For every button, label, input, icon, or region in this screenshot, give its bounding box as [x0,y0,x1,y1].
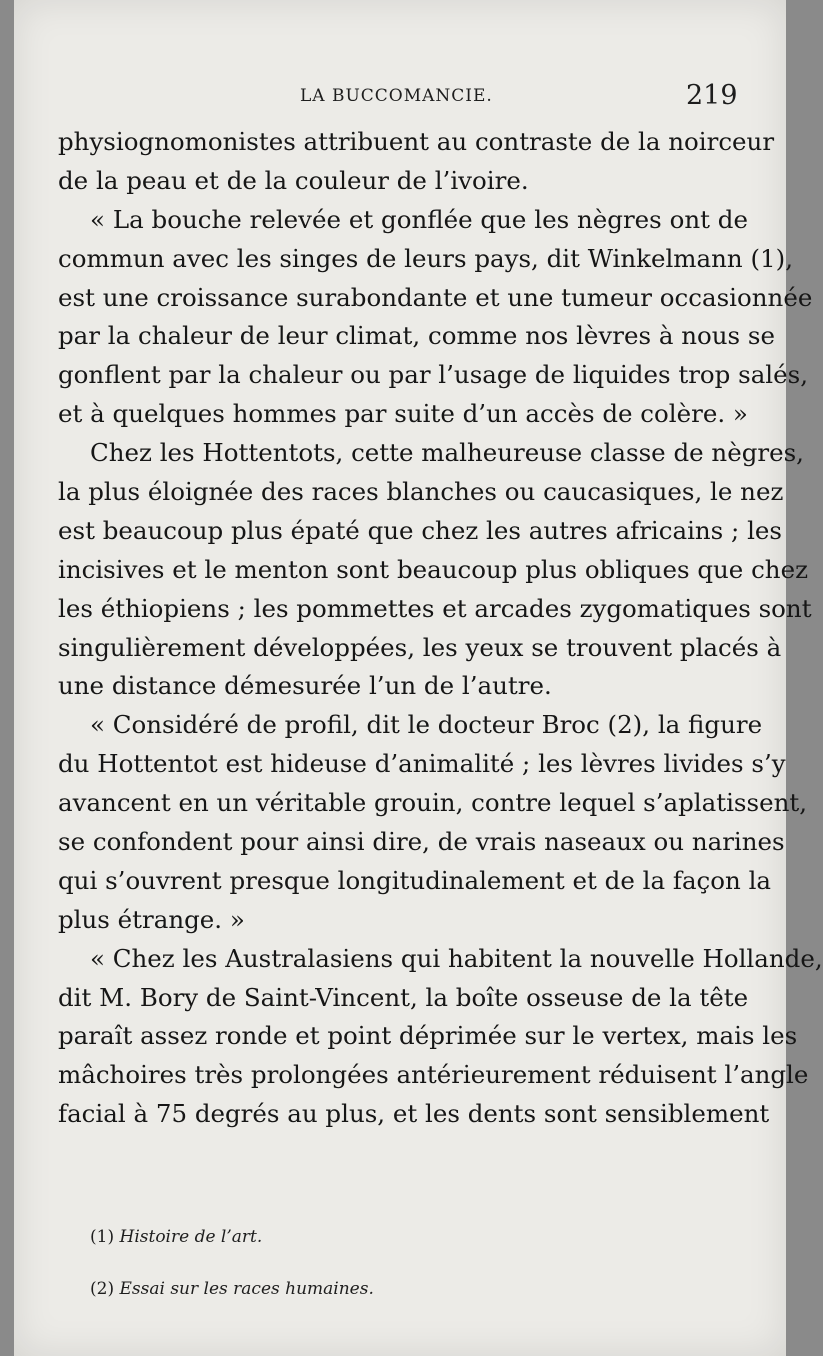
text-line: se confondent pour ainsi dire, de vrais naseaux ou narines [58,827,785,857]
text-line: et à quelques hommes par suite d’un accès de colère. » [58,399,748,429]
text-line: paraît assez ronde et point déprimée sur le vertex, mais les [58,1021,798,1051]
footnote-marker: (2) [90,1279,115,1299]
text-line: qui s’ouvrent presque longitudinalement et de la façon la [58,865,772,895]
page-number: 219 [686,80,738,111]
text-line: du Hottentot est hideuse d’animalité ; les lèvres livides s’y [58,749,786,779]
text-line: mâchoires très prolongées antérieurement réduisent l’angle [58,1060,809,1090]
footnote-title: Histoire de l’art. [119,1227,263,1247]
text-line: par la chaleur de leur climat, comme nos lèvres à nous se [58,321,775,351]
text-line: dit M. Bory de Saint-Vincent, la boîte osseuse de la tête [58,982,749,1012]
text-line: physiognomonistes attribuent au contraste de la noirceur [58,127,775,156]
text-line: une distance démesurée l’un de l’autre. [58,671,552,701]
text-line: commun avec les singes de leurs pays, dit Winkelmann (1), [58,243,793,273]
text-line: les éthiopiens ; les pommettes et arcades zygomatiques sont [58,593,812,623]
text-line: « La bouche relevée et gonflée que les nègres ont de [90,204,748,234]
footnotes [90,1222,730,1326]
text-line: facial à 75 degrés au plus, et les dents sont sensiblement [58,1099,770,1129]
text-line: avancent en un véritable grouin, contre lequel s’aplatissent, [58,788,807,818]
text-line: Chez les Hottentots, cette malheureuse classe de nègres, [90,438,804,468]
text-line: incisives et le menton sont beaucoup plus obliques que chez [58,554,808,584]
footnote-title: Essai sur les races humaines. [119,1279,374,1299]
text-line: la plus éloignée des races blanches ou caucasiques, le nez [58,477,784,507]
text-line: est beaucoup plus épaté que chez les autres africains ; les [58,515,782,545]
text-line: gonflent par la chaleur ou par l’usage de liquides trop salés, [58,360,809,390]
footnote-marker: (1) [90,1227,115,1247]
body-text [58,123,823,1134]
footnote [90,1222,730,1274]
text-line: de la peau et de la couleur de l’ivoire. [58,165,529,195]
text-line: singulièrement développées, les yeux se trouvent placés à [58,632,782,662]
text-line: « Considéré de profil, dit le docteur Broc (2), la figure [90,710,763,740]
text-line: est une croissance surabondante et une tumeur occasionnée [58,282,813,312]
book-page [14,0,823,1356]
text-line: plus étrange. » [58,904,245,934]
running-title: LA BUCCOMANCIE. [300,86,493,106]
running-head [14,82,786,112]
text-line: « Chez les Australasiens qui habitent la nouvelle Hollande, [90,943,823,973]
footnote [90,1274,730,1326]
